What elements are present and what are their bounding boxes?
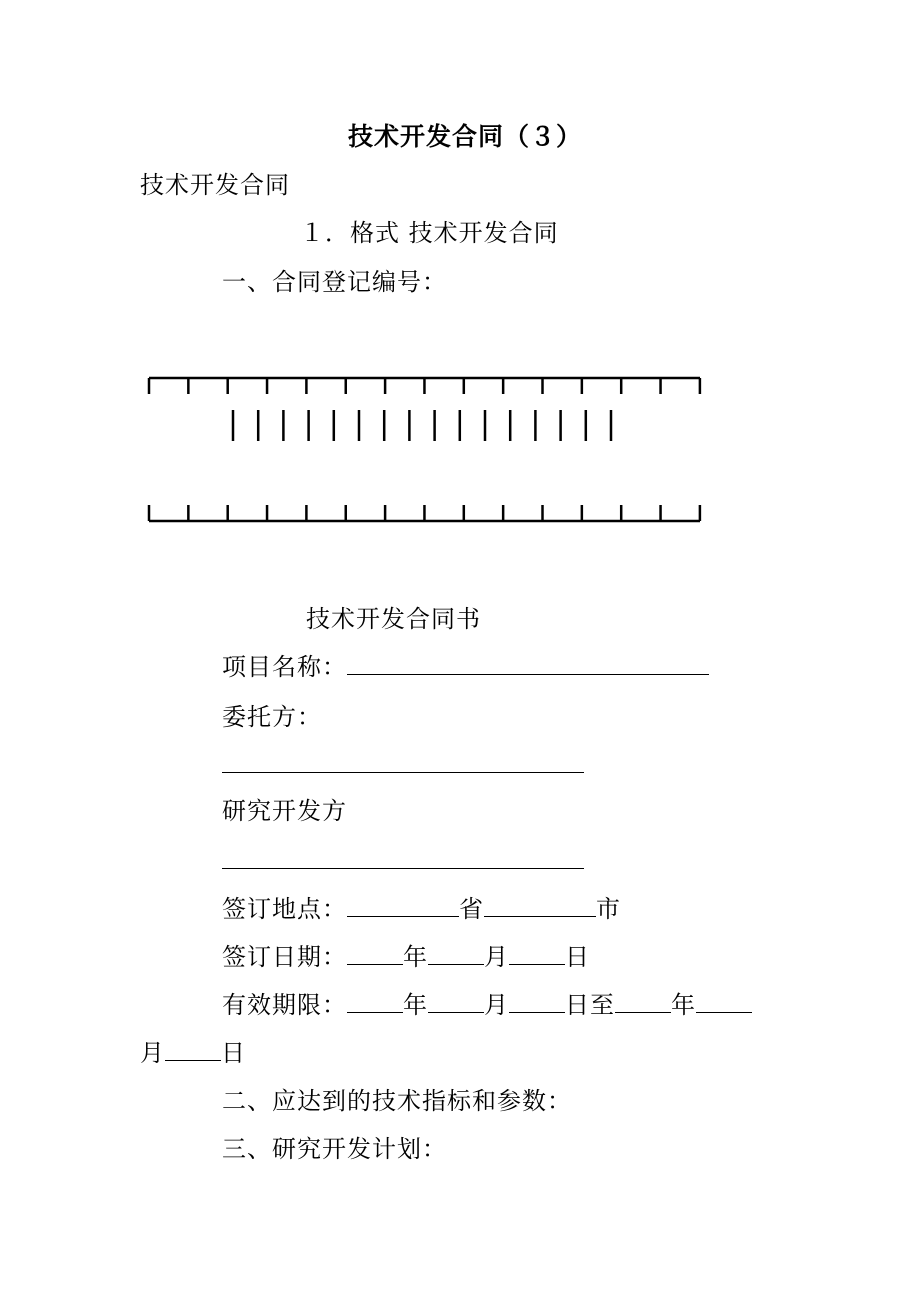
end-day-text: 日: [221, 1039, 246, 1067]
end-year-text: 年: [671, 991, 696, 1019]
developer-field[interactable]: [222, 846, 584, 869]
start-day-to-text: 日至: [565, 991, 615, 1019]
start-day-field[interactable]: [509, 990, 565, 1013]
developer-row: [222, 846, 584, 876]
section-registration-number: 一、合同登记编号：: [222, 268, 447, 296]
province-text: 省: [459, 895, 484, 923]
start-year-text: 年: [403, 991, 428, 1019]
sign-date-label: 签订日期：: [222, 943, 347, 971]
sign-day-field[interactable]: [509, 942, 565, 965]
end-month-field-part[interactable]: [696, 990, 752, 1013]
sign-month-field[interactable]: [428, 942, 484, 965]
start-month-text: 月: [484, 991, 509, 1019]
sign-year-field[interactable]: [347, 942, 403, 965]
valid-period-row-continued: [140, 1038, 246, 1068]
contract-subtitle: 技术开发合同: [140, 171, 290, 199]
city-field[interactable]: [484, 894, 596, 917]
end-month-text: 月: [140, 1039, 165, 1067]
contract-book-title: 技术开发合同书: [306, 605, 481, 633]
valid-period-label: 有效期限：: [222, 991, 347, 1019]
sign-place-label: 签订地点：: [222, 895, 347, 923]
end-year-field[interactable]: [615, 990, 671, 1013]
developer-label: 研究开发方: [222, 797, 347, 825]
valid-period-row: [222, 990, 752, 1020]
sign-year-text: 年: [403, 943, 428, 971]
project-name-label: 项目名称：: [222, 653, 347, 681]
registration-number-grid: [0, 0, 920, 560]
city-text: 市: [596, 895, 621, 923]
province-field[interactable]: [347, 894, 459, 917]
sign-month-text: 月: [484, 943, 509, 971]
project-name-field[interactable]: [347, 652, 709, 675]
sign-date-row: [222, 942, 590, 972]
client-field[interactable]: [222, 750, 584, 773]
section-development-plan: 三、研究开发计划：: [222, 1135, 447, 1163]
start-year-field[interactable]: [347, 990, 403, 1013]
sign-place-row: [222, 894, 621, 924]
section-technical-indicators: 二、应达到的技术指标和参数：: [222, 1087, 572, 1115]
sign-day-text: 日: [565, 943, 590, 971]
start-month-field[interactable]: [428, 990, 484, 1013]
client-label: 委托方：: [222, 703, 322, 731]
end-day-field[interactable]: [165, 1038, 221, 1061]
document-title: 技术开发合同（３）: [348, 122, 583, 151]
client-row: [222, 750, 584, 780]
project-name-row: [222, 652, 709, 682]
format-line: １．格式 技术开发合同: [300, 219, 559, 247]
